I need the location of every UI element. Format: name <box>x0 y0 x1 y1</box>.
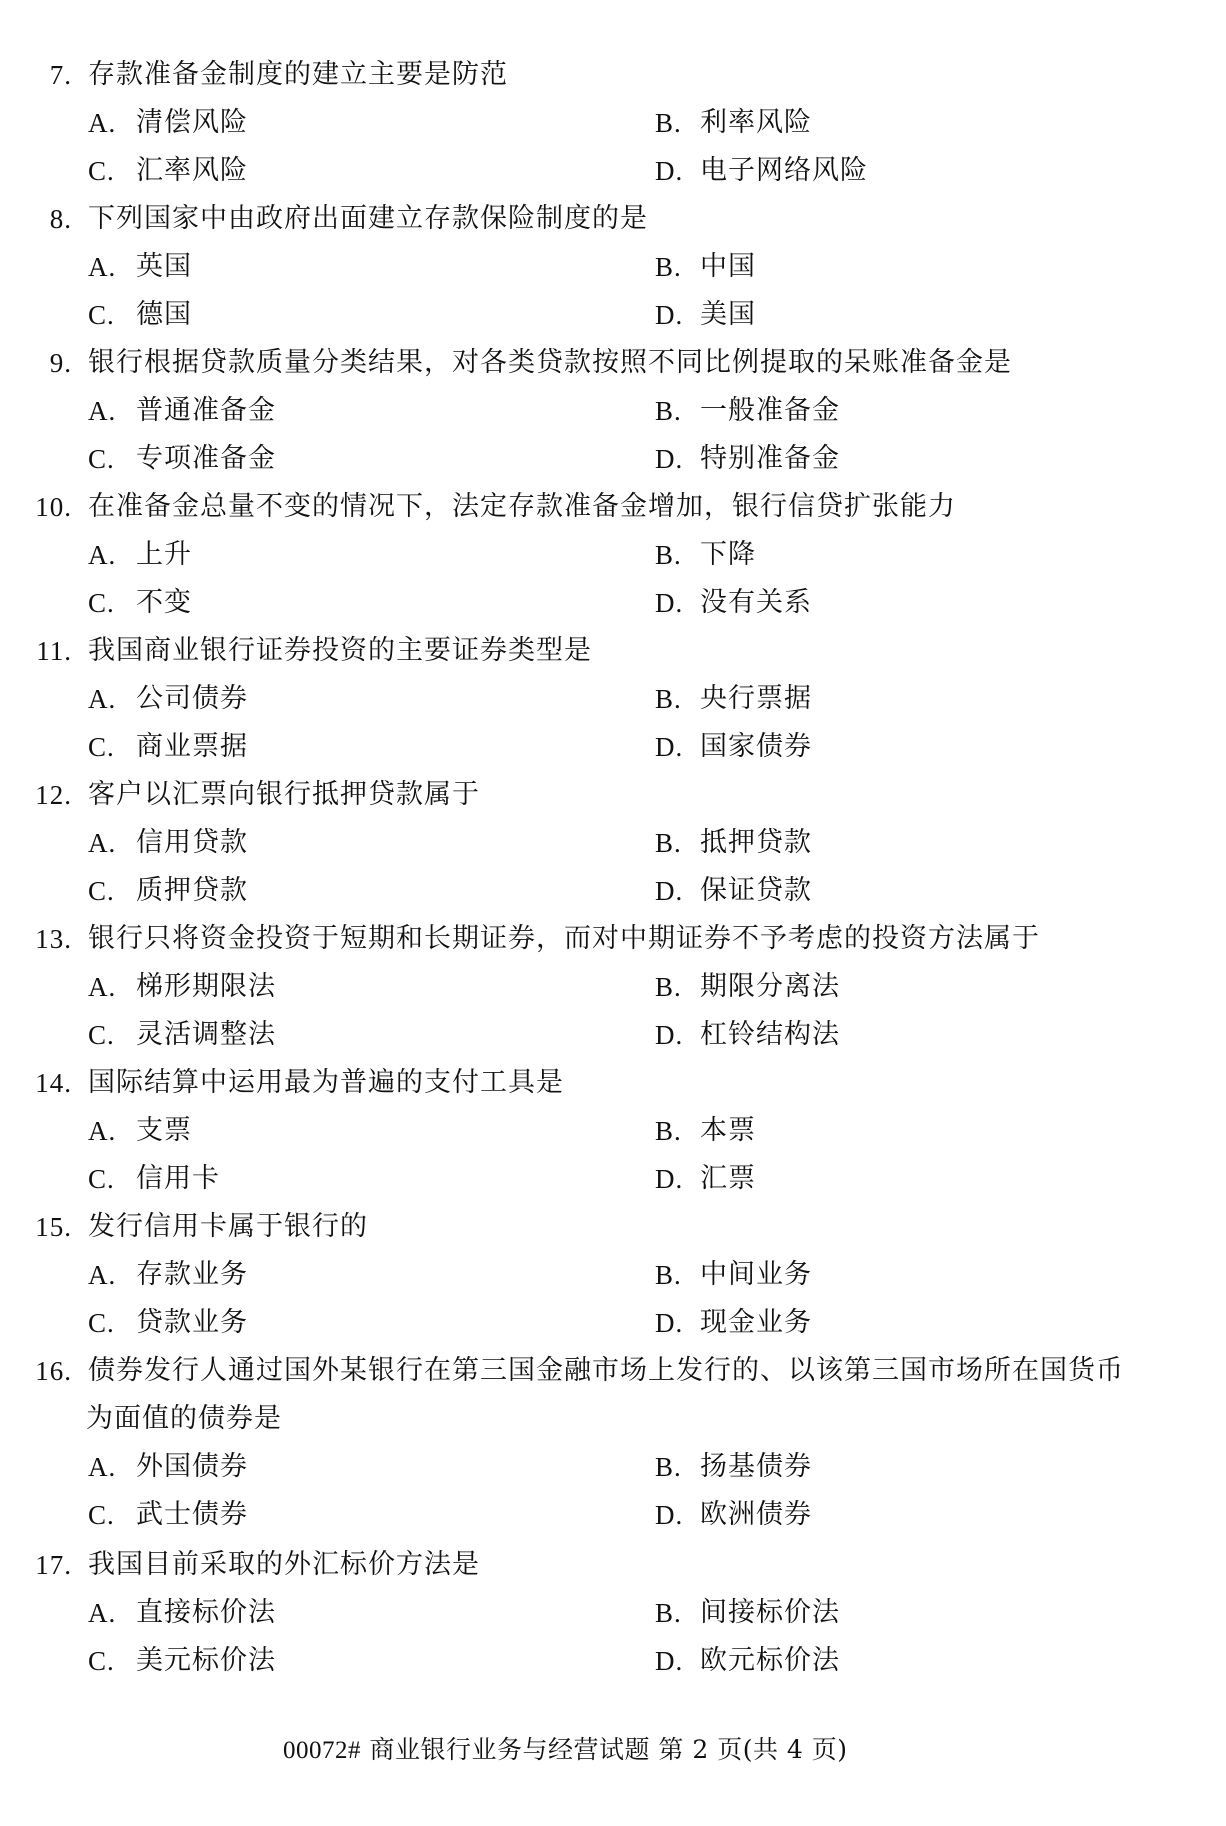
option-text: 杠铃结构法 <box>700 1019 840 1050</box>
option-letter: D. <box>655 588 684 618</box>
question-number: 17. <box>35 1550 72 1580</box>
option-text: 外国债券 <box>136 1451 248 1482</box>
option-letter: C. <box>88 300 115 330</box>
question-text: 客户以汇票向银行抵押贷款属于 <box>88 779 480 810</box>
option-letter: D. <box>655 1308 684 1338</box>
option-text: 存款业务 <box>136 1259 248 1290</box>
option-letter: C. <box>88 444 115 474</box>
question-stem <box>0 1347 1226 1395</box>
option-letter: B. <box>655 972 682 1002</box>
option-text: 信用贷款 <box>136 827 248 858</box>
option-text: 下降 <box>700 539 756 570</box>
question-text: 发行信用卡属于银行的 <box>88 1211 368 1242</box>
option-letter: B. <box>655 396 682 426</box>
question-stem <box>0 1541 1226 1589</box>
option-text: 中间业务 <box>700 1259 812 1290</box>
question-stem <box>0 1059 1226 1107</box>
option-letter: B. <box>655 252 682 282</box>
option-letter: A. <box>88 828 117 858</box>
question-text: 银行根据贷款质量分类结果，对各类贷款按照不同比例提取的呆账准备金是 <box>88 347 1012 378</box>
option-text: 现金业务 <box>700 1307 812 1338</box>
option-text: 不变 <box>136 587 192 618</box>
option-letter: B. <box>655 828 682 858</box>
question-stem-continuation <box>0 1395 1226 1443</box>
option-text: 商业票据 <box>136 731 248 762</box>
question-text: 下列国家中由政府出面建立存款保险制度的是 <box>88 203 648 234</box>
option-letter: A. <box>88 252 117 282</box>
question-text: 债券发行人通过国外某银行在第三国金融市场上发行的、以该第三国市场所在国货币 <box>88 1355 1124 1386</box>
question-stem <box>0 51 1226 99</box>
option-letter: B. <box>655 1260 682 1290</box>
option-letter: B. <box>655 108 682 138</box>
option-text: 贷款业务 <box>136 1307 248 1338</box>
option-b <box>0 99 1226 147</box>
option-letter: A. <box>88 1598 117 1628</box>
option-b <box>0 963 1226 1011</box>
option-d <box>0 1299 1226 1347</box>
option-letter: D. <box>655 444 684 474</box>
question-text: 我国商业银行证券投资的主要证券类型是 <box>88 635 592 666</box>
option-text: 扬基债券 <box>700 1451 812 1482</box>
exam-subject: 商业银行业务与经营试题 <box>369 1735 650 1764</box>
question-text: 存款准备金制度的建立主要是防范 <box>88 59 508 90</box>
option-text: 武士债券 <box>136 1499 248 1530</box>
question-number: 7. <box>49 60 72 90</box>
question-number: 9. <box>49 348 72 378</box>
option-b <box>0 243 1226 291</box>
exam-code: 00072# <box>283 1737 361 1764</box>
option-text: 公司债券 <box>136 683 248 714</box>
option-text: 保证贷款 <box>700 875 812 906</box>
question-number: 8. <box>49 204 72 234</box>
page-indicator: 第 2 页(共 4 页) <box>658 1735 848 1764</box>
option-letter: C. <box>88 1500 115 1530</box>
option-text: 期限分离法 <box>700 971 840 1002</box>
option-text: 汇率风险 <box>136 155 248 186</box>
option-text: 电子网络风险 <box>700 155 868 186</box>
option-b <box>0 819 1226 867</box>
option-letter: A. <box>88 1260 117 1290</box>
option-letter: A. <box>88 972 117 1002</box>
option-letter: A. <box>88 684 117 714</box>
option-letter: B. <box>655 540 682 570</box>
question-stem <box>0 195 1226 243</box>
option-text: 专项准备金 <box>136 443 276 474</box>
option-text: 中国 <box>700 251 756 282</box>
question-stem <box>0 483 1226 531</box>
option-d <box>0 1011 1226 1059</box>
option-text: 抵押贷款 <box>700 827 812 858</box>
option-text: 美国 <box>700 299 756 330</box>
option-text: 欧元标价法 <box>700 1645 840 1676</box>
question-number: 15. <box>35 1212 72 1242</box>
option-letter: A. <box>88 540 117 570</box>
option-letter: B. <box>655 1452 682 1482</box>
option-letter: C. <box>88 1020 115 1050</box>
question-stem <box>0 627 1226 675</box>
option-d <box>0 1155 1226 1203</box>
option-letter: A. <box>88 396 117 426</box>
option-text: 特别准备金 <box>700 443 840 474</box>
question-text-continued: 为面值的债券是 <box>86 1403 282 1434</box>
option-text: 国家债券 <box>700 731 812 762</box>
option-d <box>0 147 1226 195</box>
option-letter: C. <box>88 1308 115 1338</box>
option-text: 欧洲债券 <box>700 1499 812 1530</box>
option-d <box>0 579 1226 627</box>
option-d <box>0 291 1226 339</box>
option-b <box>0 387 1226 435</box>
option-letter: C. <box>88 732 115 762</box>
question-text: 在准备金总量不变的情况下，法定存款准备金增加，银行信贷扩张能力 <box>88 491 956 522</box>
question-number: 13. <box>35 924 72 954</box>
question-text: 银行只将资金投资于短期和长期证券，而对中期证券不予考虑的投资方法属于 <box>88 923 1040 954</box>
option-text: 间接标价法 <box>700 1597 840 1628</box>
option-d <box>0 1491 1226 1539</box>
option-letter: D. <box>655 732 684 762</box>
option-b <box>0 1107 1226 1155</box>
option-b <box>0 675 1226 723</box>
option-d <box>0 435 1226 483</box>
question-number: 12. <box>35 780 72 810</box>
option-text: 德国 <box>136 299 192 330</box>
option-letter: D. <box>655 876 684 906</box>
option-letter: C. <box>88 156 115 186</box>
option-text: 一般准备金 <box>700 395 840 426</box>
option-text: 汇票 <box>700 1163 756 1194</box>
option-text: 直接标价法 <box>136 1597 276 1628</box>
option-text: 央行票据 <box>700 683 812 714</box>
option-text: 梯形期限法 <box>136 971 276 1002</box>
option-text: 利率风险 <box>700 107 812 138</box>
option-text: 上升 <box>136 539 192 570</box>
option-text: 灵活调整法 <box>136 1019 276 1050</box>
option-letter: B. <box>655 684 682 714</box>
page-footer <box>283 1730 848 1770</box>
option-d <box>0 867 1226 915</box>
option-letter: C. <box>88 876 115 906</box>
option-text: 美元标价法 <box>136 1645 276 1676</box>
option-text: 普通准备金 <box>136 395 276 426</box>
option-letter: A. <box>88 1452 117 1482</box>
option-d <box>0 1637 1226 1685</box>
option-text: 本票 <box>700 1115 756 1146</box>
question-stem <box>0 915 1226 963</box>
option-letter: B. <box>655 1116 682 1146</box>
question-stem <box>0 1203 1226 1251</box>
option-letter: D. <box>655 1500 684 1530</box>
question-number: 16. <box>35 1356 72 1386</box>
option-text: 没有关系 <box>700 587 812 618</box>
option-letter: D. <box>655 1020 684 1050</box>
option-b <box>0 1443 1226 1491</box>
option-letter: B. <box>655 1598 682 1628</box>
question-number: 10. <box>35 492 72 522</box>
option-letter: D. <box>655 300 684 330</box>
option-letter: A. <box>88 108 117 138</box>
option-letter: D. <box>655 1646 684 1676</box>
option-letter: D. <box>655 1164 684 1194</box>
option-text: 质押贷款 <box>136 875 248 906</box>
option-text: 支票 <box>136 1115 192 1146</box>
option-text: 英国 <box>136 251 192 282</box>
option-letter: D. <box>655 156 684 186</box>
question-text: 我国目前采取的外汇标价方法是 <box>88 1549 480 1580</box>
option-text: 清偿风险 <box>136 107 248 138</box>
option-text: 信用卡 <box>136 1163 220 1194</box>
question-number: 14. <box>35 1068 72 1098</box>
question-number: 11. <box>36 636 72 666</box>
option-b <box>0 531 1226 579</box>
question-text: 国际结算中运用最为普遍的支付工具是 <box>88 1067 564 1098</box>
option-b <box>0 1251 1226 1299</box>
option-b <box>0 1589 1226 1637</box>
question-stem <box>0 771 1226 819</box>
option-d <box>0 723 1226 771</box>
question-stem <box>0 339 1226 387</box>
option-letter: C. <box>88 1646 115 1676</box>
option-letter: A. <box>88 1116 117 1146</box>
option-letter: C. <box>88 588 115 618</box>
option-letter: C. <box>88 1164 115 1194</box>
